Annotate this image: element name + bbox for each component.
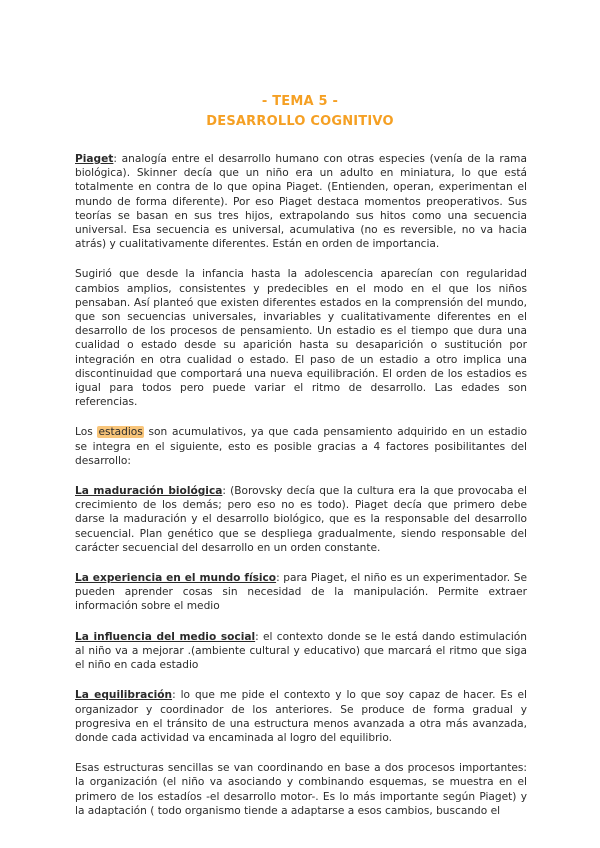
highlighted-term: estadios <box>98 426 143 439</box>
term-social-influence: La influencia del medio social <box>75 630 256 643</box>
document-body <box>75 152 527 834</box>
paragraph-text: : el contexto donde se le está dando estimulación al niño va a mejorar .(ambiente cultural y educativo) que marcará el ritmo que siga el niño en cada estadio <box>75 630 527 672</box>
paragraph-stages-cumulative <box>75 425 527 468</box>
topic-number: - TEMA 5 - <box>261 94 339 109</box>
paragraph-stages-intro <box>75 267 527 409</box>
term-equilibration: La equilibración <box>75 689 173 702</box>
paragraph-text: Esas estructuras sencillas se van coordinando en base a dos procesos importantes: la organización (el niño va asociando y combinando esquemas, se muestra en el primero de los estadíos -el desarrollo motor-. Es lo más importante según Piaget) y la adaptación ( todo organismo tiende a adaptarse a esos cambios, buscando el <box>75 762 527 817</box>
term-biological-maturation: La maduración biológica <box>75 485 223 498</box>
paragraph-text: Los <box>75 426 98 439</box>
paragraph-text: : lo que me pide el contexto y lo que soy capaz de hacer. Es el organizador y coordinador de los anteriores. Se produce de forma gradual y progresiva en el tránsito de una estructura menos avanzada a otra más avanzada, donde cada actividad va encaminada al logro del equilibrio. <box>75 689 527 744</box>
title-block <box>0 92 600 132</box>
paragraph-text: Sugirió que desde la infancia hasta la adolescencia aparecían con regularidad cambios amplios, consistentes y predecibles en el modo en el que los niños pensaban. Así planteó que existen diferentes estados en la comprensión del mundo, que son secuencias universales, invariables y cualitativamente diferentes en el desarrollo de los procesos de pensamiento. Un estadio es el tiempo que dura una cualidad o estado desde su aparición hasta su desaparición o sustitución por integración en otra cualidad o estado. El paso de un estadio a otro implica una discontinuidad que comportará una nueva equilibración. El orden de los estadios es igual para todos pero puede variar el ritmo de desarrollo. Las edades son referencias. <box>75 268 527 409</box>
paragraph-text: : (Borovsky decía que la cultura era la que provocaba el crecimiento de los demás; pero eso no es todo). Piaget decía que primero debe darse la maduración y el desarrollo biológico, que es la responsable del desarrollo secuencial. Plan genético que se despliega gradualmente, siendo responsable del carácter secuencial del desarrollo en un orden constante. <box>75 485 527 554</box>
term-physical-experience: La experiencia en el mundo físico <box>75 572 277 585</box>
paragraph-piaget <box>75 152 527 251</box>
paragraph-equilibration <box>75 688 527 745</box>
paragraph-structures <box>75 761 527 818</box>
paragraph-text: : para Piaget, el niño es un experimentador. Se pueden aprender cosas sin necesidad de la manipulación. Permite extraer información sobre el medio <box>75 572 527 613</box>
paragraph-biological-maturation <box>75 484 527 555</box>
paragraph-text: son acumulativos, ya que cada pensamiento adquirido en un estadio se integra en el siguiente, esto es posible gracias a 4 factores posibilitantes del desarrollo: <box>75 426 527 467</box>
paragraph-text: : analogía entre el desarrollo humano con otras especies (venía de la rama biológica). Skinner decía que un niño era un adulto en miniatura, lo que está totalmente en contra de lo que opina Piaget. (Entienden, operan, experimentan el mundo de forma diferente). Por eso Piaget destaca momentos preoperativos. Sus teorías se basan en sus tres hijos, extrapolando sus hitos como una secuencia universal. Esa secuencia es universal, acumulativa (no es reversible, no va hacia atrás) y cualitativamente diferentes. Están en orden de importancia. <box>75 153 527 251</box>
page-title: DESARROLLO COGNITIVO <box>206 114 394 129</box>
term-piaget: Piaget <box>75 153 114 165</box>
paragraph-social-influence <box>75 630 527 673</box>
paragraph-physical-experience <box>75 571 527 614</box>
